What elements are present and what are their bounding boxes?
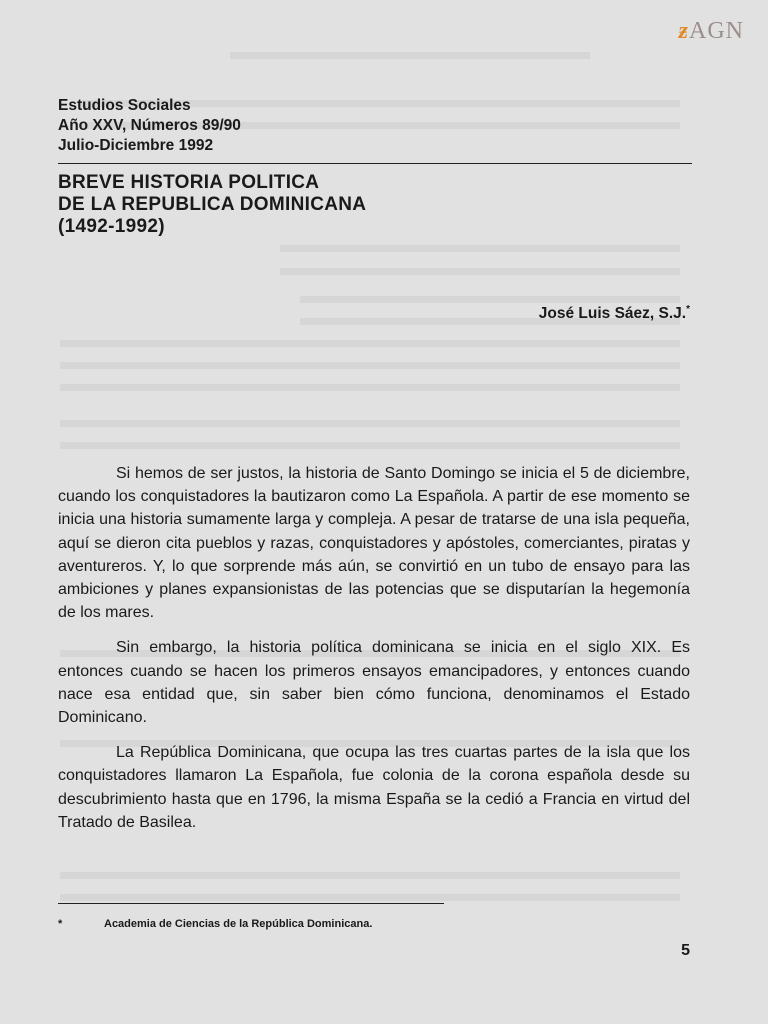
journal-volume: Año XXV, Números 89/90	[58, 117, 241, 134]
article-title: BREVE HISTORIA POLITICA DE LA REPUBLICA DOMINICANA (1492-1992)	[58, 172, 367, 237]
footnote	[58, 918, 658, 930]
journal-date: Julio-Diciembre 1992	[58, 137, 214, 154]
footnote-divider	[58, 903, 444, 904]
footnote-text: Academia de Ciencias de la República Dominicana.	[104, 918, 373, 930]
footnote-mark: *	[58, 918, 63, 930]
article-author: José Luis Sáez, S.J.*	[538, 304, 690, 323]
paragraph: La República Dominicana, que ocupa las tres cuartas partes de la isla que los conquistadores llamaron La Española, fue colonia de la corona española desde su descubrimiento hasta que en 1796, la misma España se la cedió a Francia en virtud del Tratado de Basilea.	[58, 744, 690, 831]
paragraph: Sin embargo, la historia política dominicana se inicia en el siglo XIX. Es entonces cuando se hacen los primeros ensayos emancipadores, y entonces cuando nace esa entidad que, sin saber bien cómo funciona, denominamos el Estado Dominicano.	[58, 639, 690, 727]
footnote-marker: *	[686, 304, 690, 315]
journal-header	[58, 96, 698, 156]
page-number: 5	[681, 942, 690, 959]
agn-logo: ƶAGN	[678, 18, 744, 44]
paragraph: Si hemos de ser justos, la historia de Santo Domingo se inicia el 5 de diciembre, cuando los conquistadores la bautizaron como La Española. A partir de ese momento se inicia una historia sumamente larga y compleja. A pesar de tratarse de una isla pequeña, aquí se dieron cita pueblos y razas, conquistadores y apóstoles, comerciantes, piratas y aventureros. Y, lo que sorprende más aún, se convirtió en un tubo de ensayo para las ambiciones y planes expansionistas de las potencias que se disputarían la hegemonía de los mares.	[58, 465, 690, 622]
journal-name: Estudios Sociales	[58, 97, 191, 114]
article-body	[58, 462, 690, 846]
logo-mark-icon: ƶ	[678, 18, 689, 44]
header-divider	[58, 163, 692, 164]
